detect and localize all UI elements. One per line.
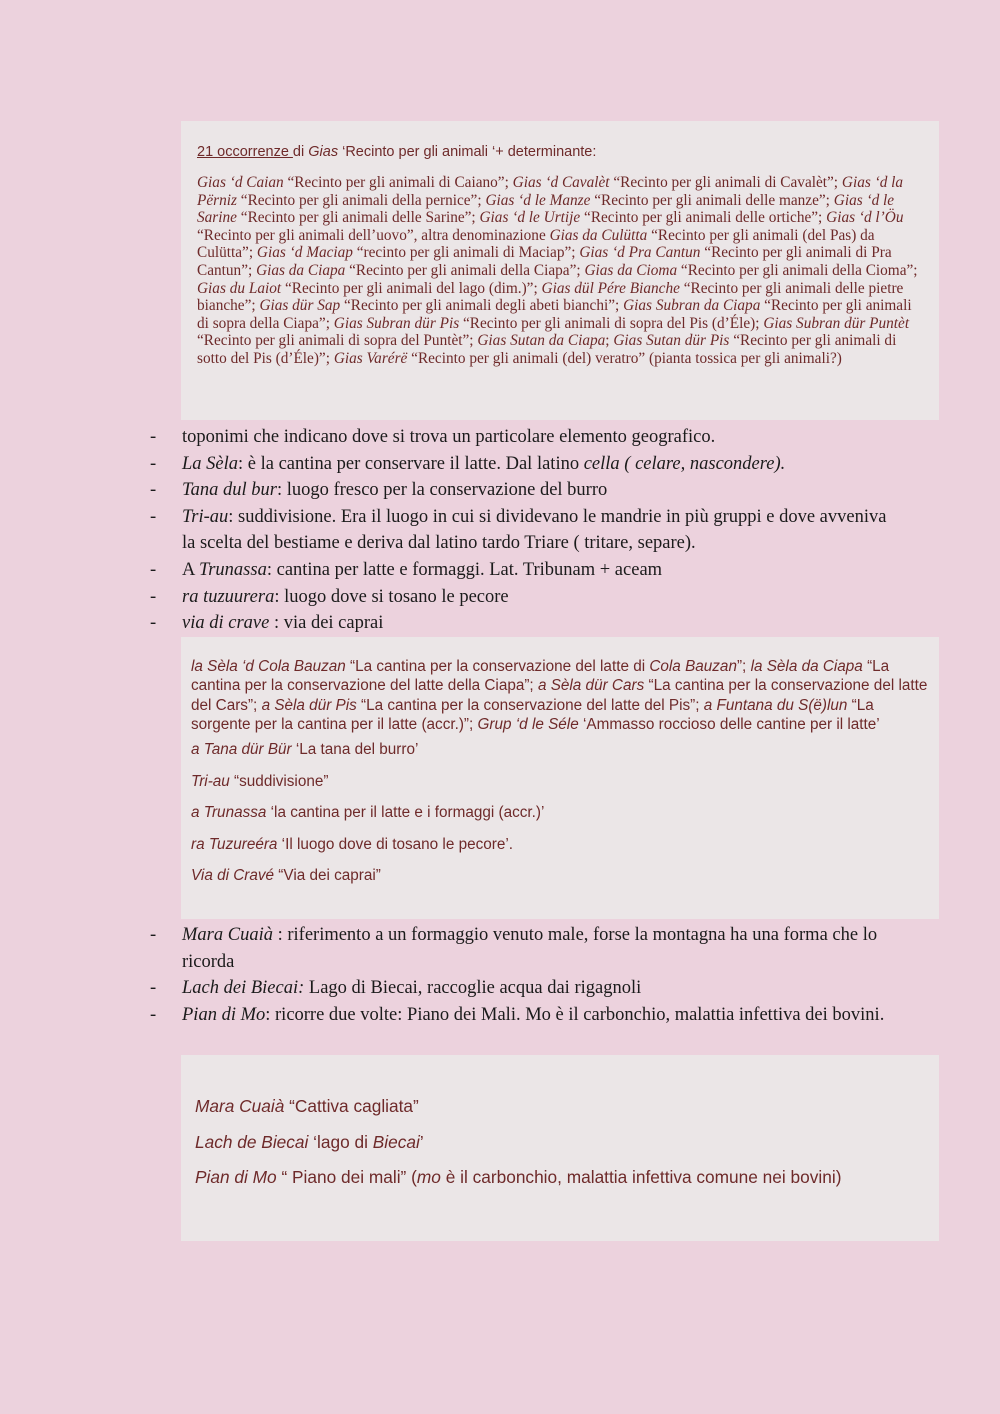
text-segment: “Recinto per gli animali della pernice”;: [236, 191, 486, 209]
italic-term: Gias Sutan da Ciapa: [477, 332, 606, 350]
italic-term: Via di Cravé: [191, 867, 275, 885]
text-segment: “Recinto per gli animali degli abeti bianchi”;: [340, 297, 624, 315]
text-segment: : suddivisione. Era il luogo in cui si dividevano le mandrie in più gruppi e dove avveniva la scelta del bestiame e deriva dal latino tardo Triare ( tritare, separe).: [182, 506, 887, 554]
cellar-line: [191, 835, 929, 854]
occurrences-heading: [197, 144, 923, 160]
list-item: [150, 610, 890, 637]
cellar-line: [191, 866, 929, 885]
italic-term: Gias ‘d le Manze: [485, 191, 591, 209]
italic-term: Gias Subran dür Pis: [333, 314, 460, 332]
italic-term: Gias ‘d Maciap: [256, 244, 353, 262]
italic-term: la Sèla da Ciapa: [750, 658, 863, 675]
text-segment: “Recinto per gli animali delle ortiche”;: [580, 209, 827, 227]
text-segment: “Recinto per gli animali della Cioma”;: [677, 261, 918, 279]
italic-term: Biecai: [372, 1131, 420, 1152]
cellar-line: [191, 803, 929, 822]
italic-term: Gias ‘d Caian: [197, 174, 284, 191]
italic-term: La Sèla: [182, 453, 239, 474]
text-segment: “La cantina per la conservazione del latte della Ciapa”;: [191, 658, 890, 695]
text-segment: ‘Ammasso roccioso delle cantine per il latte’: [578, 715, 880, 733]
italic-term: a Sèla dür Cars: [537, 677, 645, 695]
italic-term: Grup ‘d le Séle: [477, 715, 579, 733]
text-segment: “Recinto per gli animali delle pietre bianche”;: [197, 279, 904, 315]
bullet-dash: -: [150, 613, 157, 634]
occurrences-box: [181, 121, 939, 420]
cellar-names-box: [181, 637, 939, 919]
text-segment: : è la cantina per conservare il latte. Dal latino: [238, 453, 584, 474]
italic-term: Pian di Mo: [195, 1167, 277, 1187]
text-segment: “Recinto per gli animali di Caiano”;: [283, 174, 513, 191]
text-segment: “Recinto per gli animali della Ciapa”;: [345, 261, 585, 279]
text-segment: : luogo fresco per la conservazione del burro: [276, 480, 608, 501]
text-segment: “recinto per gli animali di Maciap”;: [352, 244, 580, 262]
italic-term: a Sèla dür Pis: [261, 696, 357, 714]
italic-term: Gias ‘d l’Öu: [826, 209, 904, 227]
text-segment: ‘la cantina per il latte e i formaggi (accr.)’: [266, 804, 545, 822]
text-segment: : ricorre due volte: Piano dei Mali. Mo è il carbonchio, malattia infettiva dei bovini.: [265, 1004, 885, 1025]
italic-term: Cola Bauzan: [649, 658, 737, 675]
italic-term: Gias ‘d le Sarine: [197, 191, 895, 227]
text-segment: “suddivisione”: [229, 772, 329, 790]
text-segment: : riferimento a un formaggio venuto male, forse la montagna ha una forma che lo ricorda: [182, 925, 878, 972]
text-segment: “Recinto per gli animali delle Sarine”;: [236, 209, 480, 227]
bullet-dash: -: [150, 559, 157, 580]
list-item: [150, 424, 890, 451]
heading-rest: ‘Recinto per gli animali ‘+ determinante:: [338, 144, 597, 160]
list-item: [150, 922, 890, 975]
list-item: [150, 504, 890, 557]
text-segment: “Recinto per gli animali di sopra del Pis (d’Éle);: [459, 314, 764, 332]
text-segment: “Recinto per gli animali di sotto del Pis (d’Éle)”;: [197, 332, 897, 367]
text-segment: “Recinto per gli animali di sopra del Puntèt”;: [197, 332, 478, 350]
text-segment: ;: [605, 332, 614, 350]
list-item: [150, 975, 890, 1002]
italic-term: Gias ‘d Pra Cantun: [579, 244, 701, 262]
text-segment: “Recinto per gli animali delle manze”;: [590, 191, 834, 209]
text-segment: Lago di Biecai, raccoglie acqua dai rigagnoli: [304, 978, 642, 999]
bullet-dash: -: [150, 480, 157, 501]
cheese-line: [195, 1095, 925, 1117]
text-segment: : via dei caprai: [269, 613, 384, 634]
bullet-dash: -: [150, 925, 157, 945]
italic-term: Gias Subran dür Puntèt: [763, 314, 910, 332]
text-segment: ‘lago di: [308, 1131, 373, 1152]
text-segment: “Recinto per gli animali di Cavalèt”;: [609, 174, 842, 191]
italic-term: cella ( celare, nascondere).: [583, 453, 786, 474]
italic-term: Pian di Mo: [182, 1004, 266, 1025]
italic-term: Lach de Biecai: [195, 1131, 309, 1152]
cheese-names-box: [181, 1055, 939, 1241]
text-segment: “La sorgente per la cantina per il latte (accr.)”;: [191, 696, 874, 733]
toponym-list-2: [150, 922, 890, 1028]
cellar-line: [191, 772, 929, 791]
italic-term: a Funtana du S(ë)lun: [703, 696, 848, 714]
text-segment: ”;: [736, 658, 751, 675]
italic-term: Gias dül Pére Bianche: [541, 279, 680, 297]
text-segment: : cantina per latte e formaggi. Lat. Tribunam + aceam: [266, 559, 663, 580]
heading-mid: di: [292, 144, 309, 160]
text-segment: “Recinto per gli animali (del) veratro” (pianta tossica per gli animali?): [407, 349, 842, 367]
italic-term: Gias Sutan dür Pis: [613, 332, 730, 350]
text-segment: : luogo dove si tosano le pecore: [274, 586, 509, 607]
text-segment: è il carbonchio, malattia infettiva comune nei bovini): [440, 1167, 842, 1187]
italic-term: la Sèla ‘d Cola Bauzan: [191, 658, 346, 675]
italic-term: ra tuzuurera: [182, 586, 275, 607]
cheese-line: [195, 1131, 925, 1153]
italic-term: a Tana dür Bür: [191, 741, 292, 759]
bullet-dash: -: [150, 978, 157, 999]
italic-term: Lach dei Biecai:: [182, 978, 305, 999]
italic-term: via di crave: [182, 613, 270, 634]
text-segment: “ Piano dei mali” (: [276, 1167, 417, 1187]
italic-term: Mara Cuaià: [195, 1096, 285, 1116]
bullet-dash: -: [150, 586, 157, 607]
italic-term: Gias ‘d la Përniz: [197, 174, 904, 209]
bullet-dash: -: [150, 506, 157, 527]
list-item: [150, 1002, 890, 1029]
text-segment: “Recinto per gli animali del lago (dim.)”;: [281, 279, 542, 297]
italic-term: Gias Varérë: [333, 349, 408, 367]
list-item: [150, 477, 890, 504]
italic-term: Gias ‘d le Urtije: [479, 209, 581, 227]
italic-term: ra Tuzureéra: [191, 835, 278, 853]
text-segment: “Via dei caprai”: [274, 867, 381, 885]
text-segment: “Recinto per gli animali di Pra Cantun”;: [197, 244, 892, 279]
text-segment: “Cattiva cagliata”: [284, 1096, 419, 1116]
italic-term: Tri-au: [182, 506, 229, 527]
cellar-line: [191, 740, 929, 759]
list-item: [150, 584, 890, 611]
italic-term: Gias dür Sap: [259, 297, 341, 315]
text-segment: “La cantina per la conservazione del latte del Cars”;: [191, 677, 928, 714]
italic-term: Gias da Culütta: [549, 226, 648, 244]
text-segment: ‘Il luogo dove di tosano le pecore’.: [277, 835, 513, 853]
text-segment: A: [182, 559, 199, 580]
italic-term: mo: [416, 1167, 441, 1187]
cellar-lines: [191, 740, 929, 885]
text-segment: “Recinto per gli animali di sopra della Ciapa”;: [197, 297, 912, 332]
text-segment: “Recinto per gli animali dell’uovo”, altra denominazione: [197, 226, 550, 244]
italic-term: Mara Cuaià: [182, 925, 273, 945]
list-item: [150, 557, 890, 584]
italic-term: Gias da Cioma: [584, 261, 678, 279]
text-segment: “La cantina per la conservazione del latte del Pis”;: [356, 696, 704, 714]
italic-term: Gias Subran da Ciapa: [623, 297, 761, 315]
bullet-dash: -: [150, 453, 157, 474]
italic-term: Tri-au: [191, 772, 230, 790]
italic-term: Gias ‘d Cavalèt: [512, 174, 610, 191]
italic-term: Gias du Laiot: [197, 279, 282, 297]
text-segment: ’: [419, 1131, 424, 1152]
heading-underlined: 21 occorrenze: [197, 144, 293, 160]
italic-term: a Trunassa: [191, 804, 267, 822]
cellar-paragraph: [191, 657, 929, 734]
occurrences-paragraph: [197, 174, 923, 368]
text-segment: ‘La tana del burro’: [291, 741, 419, 759]
text-segment: “La cantina per la conservazione del latte di: [345, 658, 650, 675]
italic-term: Gias da Ciapa: [256, 261, 346, 279]
list-item: [150, 451, 890, 478]
cheese-line: [195, 1166, 925, 1188]
text-segment: “Recinto per gli animali (del Pas) da Culütta”;: [197, 226, 875, 262]
bullet-dash: -: [150, 427, 157, 447]
italic-term: Trunassa: [198, 559, 267, 580]
italic-term: Tana dul bur: [182, 480, 277, 501]
heading-italic: Gias: [308, 144, 339, 160]
toponym-list: [150, 424, 890, 637]
text-segment: toponimi che indicano dove si trova un particolare elemento geografico.: [182, 427, 716, 447]
bullet-dash: -: [150, 1004, 157, 1025]
